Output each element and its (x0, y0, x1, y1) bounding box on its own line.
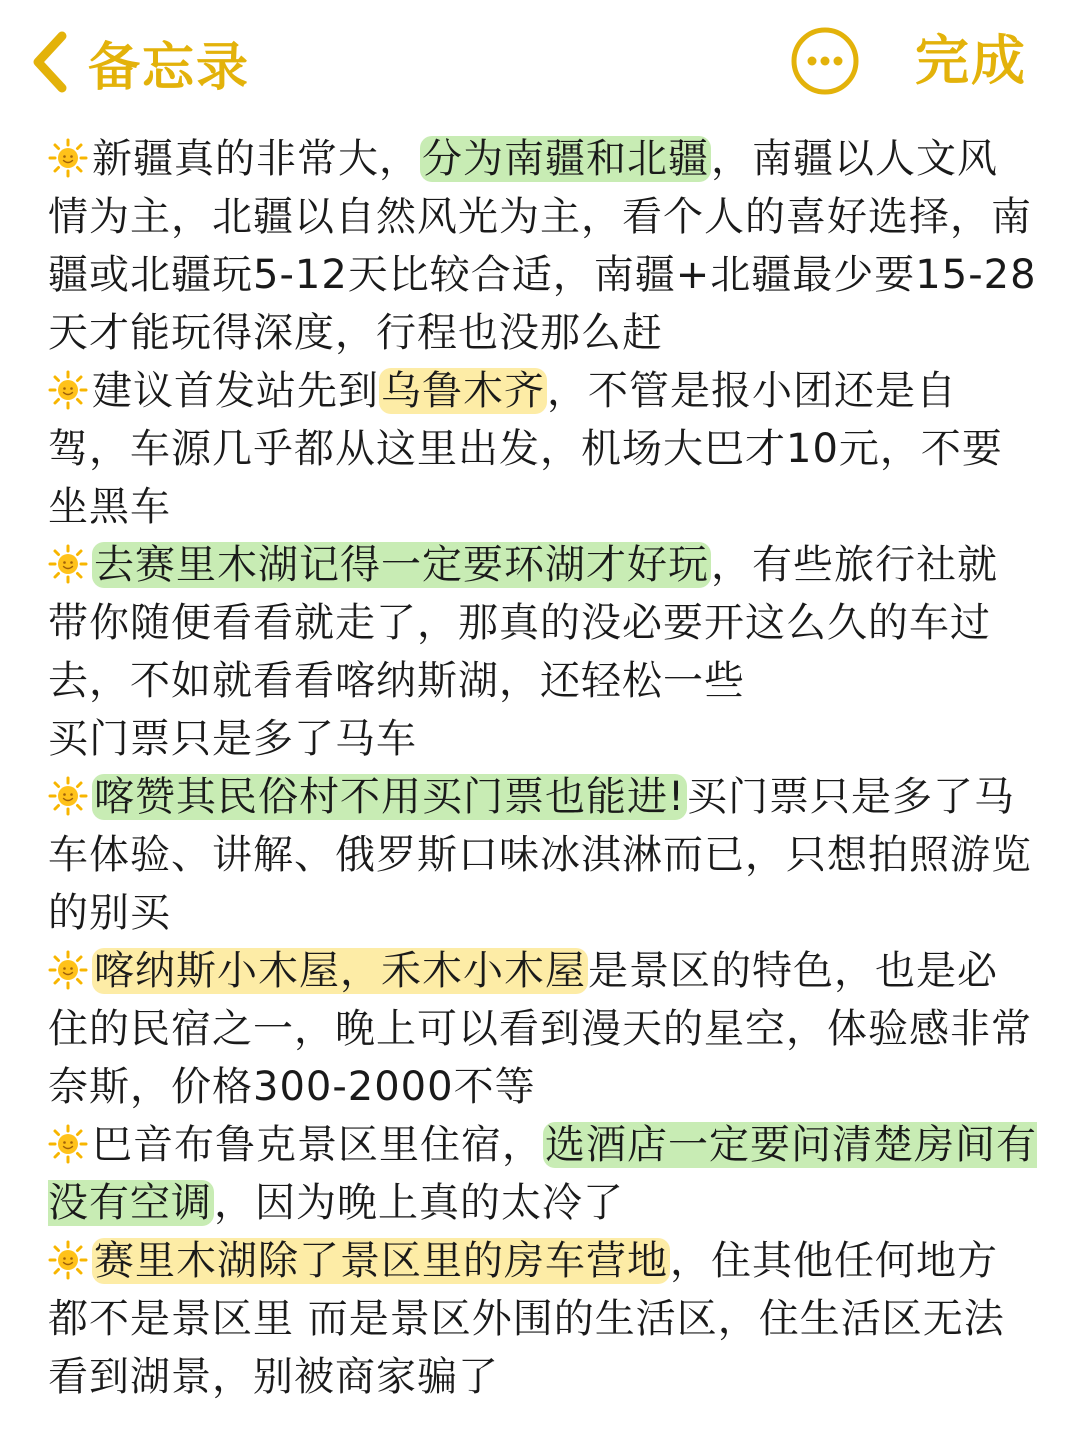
back-button[interactable] (30, 22, 250, 102)
done-button[interactable]: 完成 (915, 29, 1027, 92)
sun-icon (48, 948, 88, 988)
note-paragraph (48, 1116, 1038, 1232)
note-text: ，有些旅行社就带你随便看看就走了，那真的没必要开这么久的车过去，不如就看看喀纳斯湖，还轻松一些 (48, 542, 998, 704)
highlighted-text: 选酒店一定要问清楚房间有没有空调 (48, 1122, 1037, 1226)
more-icon (790, 26, 860, 96)
note-paragraph (48, 768, 1038, 942)
highlighted-text: 去赛里木湖记得一定要环湖才好玩 (94, 542, 709, 588)
note-text: ，不管是报小团还是自驾，车源几乎都从这里出发，机场大巴才10元，不要坐黑车 (48, 368, 1003, 530)
sun-icon (48, 774, 88, 814)
chevron-left-icon (30, 30, 70, 94)
highlighted-text: 分为南疆和北疆 (422, 136, 709, 182)
sun-icon (48, 1238, 88, 1278)
note-text: 建议首发站先到 (92, 368, 379, 414)
sun-icon (48, 368, 88, 408)
note-paragraph (48, 710, 1038, 768)
back-label: 备忘录 (88, 37, 251, 98)
nav-bar (0, 0, 1080, 120)
highlighted-text: 喀赞其民俗村不用买门票也能进! (94, 774, 686, 820)
highlighted-text: 乌鲁木齐 (381, 368, 545, 414)
sun-icon (48, 1122, 88, 1162)
note-text: 是景区的特色，也是必住的民宿之一，晚上可以看到漫天的星空，体验感非常奈斯，价格300-2000不等 (48, 948, 1032, 1110)
note-text: 买门票只是多了马车体验、讲解、俄罗斯口味冰淇淋而已，只想拍照游览的别买 (48, 774, 1032, 936)
note-text: ，因为晚上真的太冷了 (214, 1180, 624, 1226)
note-text: 巴音布鲁克景区里住宿， (92, 1122, 543, 1168)
note-paragraph (48, 362, 1038, 536)
note-text: 新疆真的非常大， (92, 136, 420, 182)
note-paragraph (48, 1232, 1038, 1406)
note-paragraph (48, 130, 1038, 362)
note-paragraph (48, 536, 1038, 710)
note-text: ，南疆以人文风情为主，北疆以自然风光为主，看个人的喜好选择，南疆或北疆玩5-12天比较合适，南疆+北疆最少要15-28天才能玩得深度，行程也没那么赶 (48, 136, 1037, 356)
highlighted-text: 赛里木湖除了景区里的房车营地 (94, 1238, 668, 1284)
highlighted-text: 喀纳斯小木屋，禾木小木屋 (94, 948, 586, 994)
note-text: 买门票只是多了马车 (48, 716, 417, 762)
more-button[interactable] (790, 26, 860, 96)
note-text: ，住其他任何地方都不是景区里 而是景区外围的生活区，住生活区无法看到湖景，别被商家骗了 (48, 1238, 1005, 1400)
note-paragraph (48, 942, 1038, 1116)
sun-icon (48, 136, 88, 176)
note-body[interactable] (48, 130, 1038, 1406)
sun-icon (48, 542, 88, 582)
